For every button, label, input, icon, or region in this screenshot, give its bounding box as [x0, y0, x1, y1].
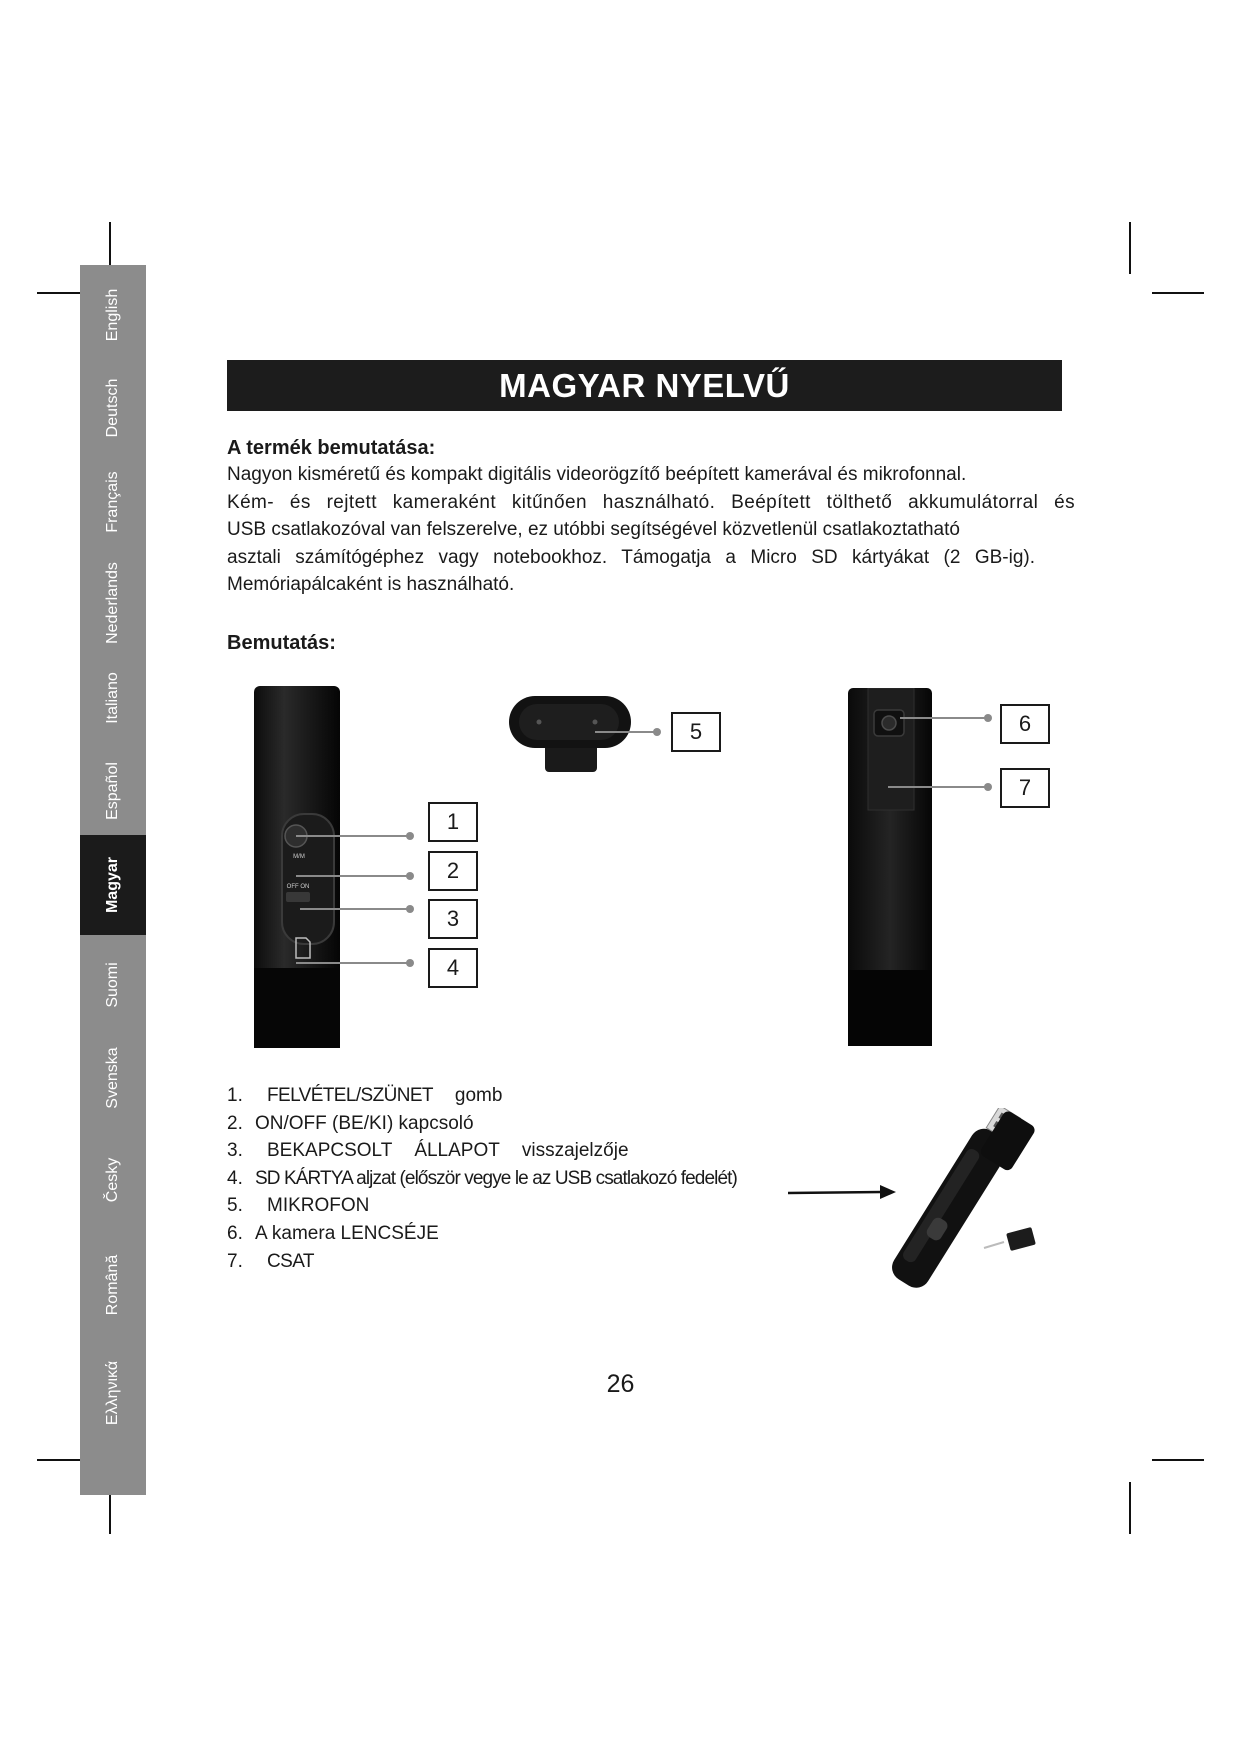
legend-item: 2. ON/OFF (BE/KI) kapcsoló: [227, 1112, 474, 1134]
callout-2: 2: [428, 851, 478, 891]
language-tab-svenska[interactable]: Svenska: [104, 1047, 121, 1109]
legend-item: 6. A kamera LENCSÉJE: [227, 1222, 439, 1244]
section-title-band: [227, 360, 1062, 411]
intro-line: Memóriapálcaként is használható.: [227, 574, 515, 595]
callout-3: 3: [428, 899, 478, 939]
intro-line: USB csatlakozóval van felszerelve, ez utóbbi segítségével közvetlenül csatlakoztatható: [227, 519, 960, 540]
callout-5: 5: [671, 712, 721, 752]
page-title: MAGYAR NYELVŰ: [499, 366, 790, 404]
language-tab-cesky[interactable]: Česky: [104, 1157, 121, 1203]
language-tab-magyar[interactable]: Magyar: [80, 835, 146, 935]
device-switch-label: OFF ON: [286, 884, 310, 890]
callout-6: 6: [1000, 704, 1050, 744]
legend-item: 3. BEKAPCSOLT ÁLLAPOT visszajelzője: [227, 1140, 629, 1162]
leader-line-5: [595, 731, 657, 733]
language-tab-suomi[interactable]: Suomi: [104, 962, 121, 1008]
intro-line: asztali számítógéphez vagy notebookhoz. Támogatja a Micro SD kártyákat (2 GB-ig).: [227, 546, 1035, 568]
recorder-back-view: [842, 688, 942, 1046]
recorder-top-view: [505, 690, 635, 780]
leader-line-6: [900, 717, 988, 719]
callout-1: 1: [428, 802, 478, 842]
language-tab-italiano[interactable]: Italiano: [104, 672, 121, 724]
leader-line-7: [888, 786, 988, 788]
language-tab-francais[interactable]: Français: [104, 471, 121, 533]
crop-mark: [1129, 222, 1131, 274]
recorder-front-view: [248, 686, 348, 1048]
leader-line-3: [300, 908, 410, 910]
crop-mark: [1152, 1459, 1204, 1461]
language-tab-strip: [80, 265, 146, 1495]
legend-item: 4. SD KÁRTYA aljzat (először vegye le az USB csatlakozó fedelét): [227, 1167, 737, 1189]
usb-recorder-with-sd-card: [858, 1108, 1048, 1318]
parts-legend: [227, 1082, 737, 1275]
leader-line-4: [296, 962, 410, 964]
language-tab-english[interactable]: English: [104, 288, 121, 342]
device-mode-label: M/M: [293, 854, 305, 860]
legend-item: 5. MIKROFON: [227, 1195, 370, 1217]
microphone-hole: [537, 720, 542, 725]
micro-sd-card: [1006, 1227, 1036, 1251]
intro-line: Nagyon kisméretű és kompakt digitális videorögzítő beépített kamerával és mikrofonnal.: [227, 464, 967, 485]
leader-line-2: [296, 875, 410, 877]
crop-mark: [1129, 1482, 1131, 1534]
crop-mark: [1152, 292, 1204, 294]
language-tab-deutsch[interactable]: Deutsch: [104, 378, 121, 438]
intro-line: Kém- és rejtett kameraként kitűnően használható. Beépített tölthető akkumulátorral és: [227, 491, 1075, 513]
microphone-hole: [593, 720, 598, 725]
intro-heading: A termék bemutatása:: [227, 437, 436, 459]
callout-4: 4: [428, 948, 478, 988]
language-tab-greek[interactable]: Ελληνικά: [104, 1360, 121, 1426]
callout-7: 7: [1000, 768, 1050, 808]
leader-line-1: [296, 835, 410, 837]
page-number: 26: [606, 1370, 635, 1398]
legend-item: 1. FELVÉTEL/SZÜNET gomb: [227, 1085, 503, 1106]
language-tab-espanol[interactable]: Español: [104, 762, 121, 820]
overview-heading: Bemutatás:: [227, 632, 336, 654]
language-tab-romana[interactable]: Română: [104, 1254, 121, 1316]
language-tab-nederlands[interactable]: Nederlands: [104, 562, 121, 644]
legend-item: 7. CSAT: [227, 1250, 314, 1272]
intro-paragraph: [227, 461, 1075, 599]
camera-lens: [882, 716, 896, 730]
